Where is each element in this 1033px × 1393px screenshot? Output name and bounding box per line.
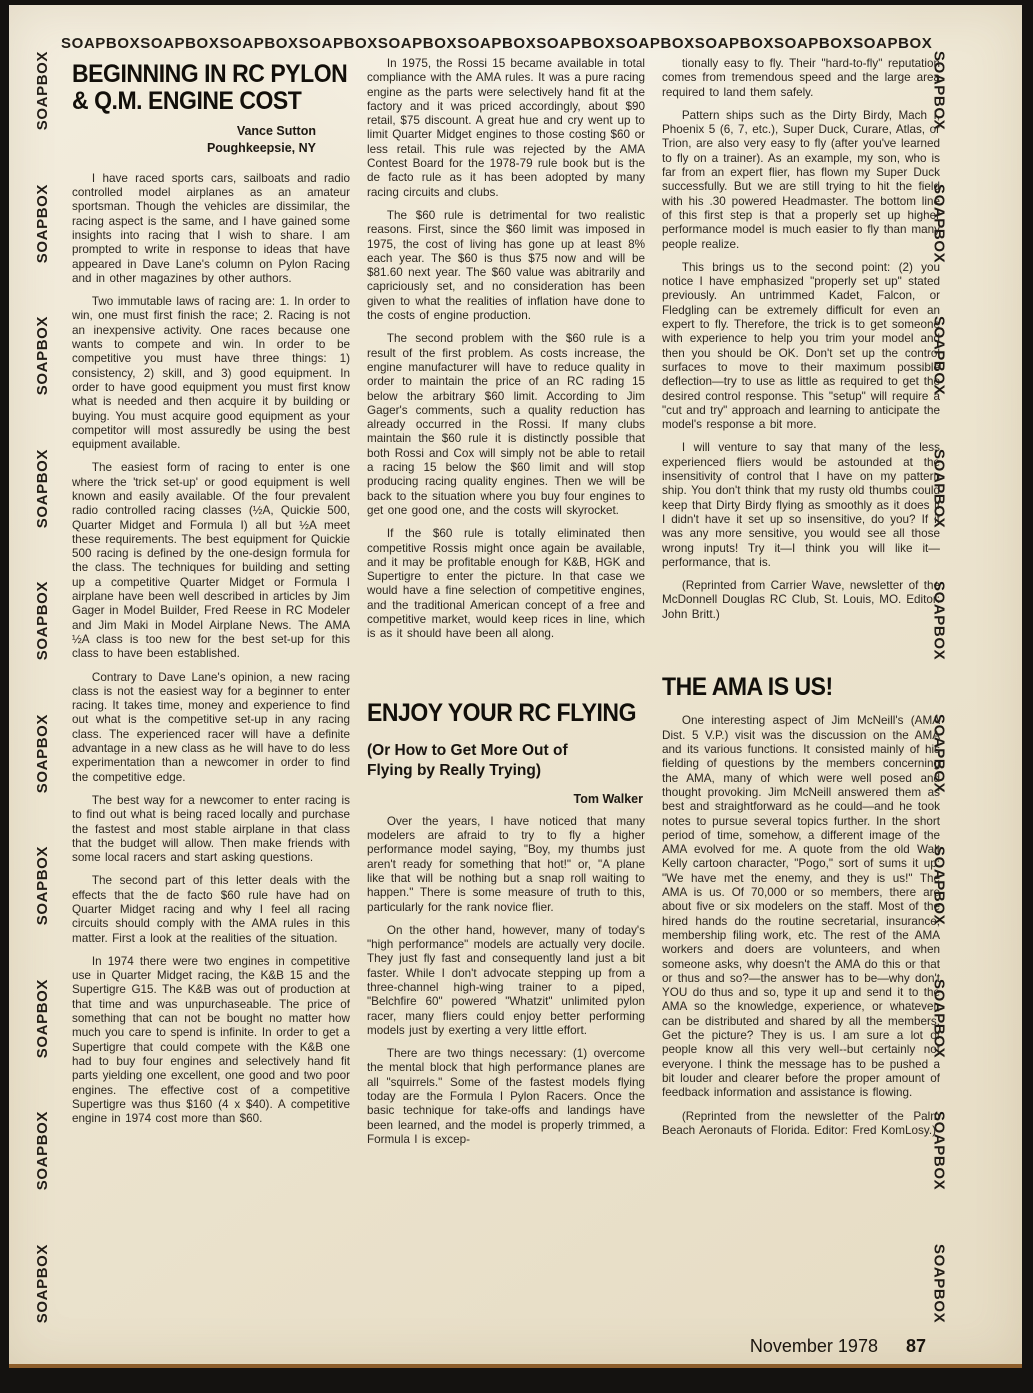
paragraph: Pattern ships such as the Dirty Birdy, Mach I, Phoenix 5 (6, 7, etc.), Super Duck, Curare, Atlas, or Trion, are also very easy to fly (after you've learned to fly on a trainer). As an example, my son, who is far from an expert flier, has flown my Super Duck successfully. But we are still trying to hit the field with his .30 powered Headmaster. The bottom line of this first step is that a properly set up higher performance model is much easier to fly than many people realize.: [662, 108, 940, 251]
soapbox-word: SOAPBOX: [615, 35, 695, 52]
soapbox-word: SOAPBOX: [457, 35, 537, 52]
soapbox-word: SOAPBOX: [853, 35, 933, 52]
paragraph: I will venture to say that many of the less experienced fliers would be astounded at the insensitivity of control that I have on my pattern ship. You don't think that my rusty old thumbs could keep that Dirty Birdy flying as smoothly as it does if I didn't have it set up so insensitive, do you? If it was any more sensitive, you would see all those wrong inputs! Try it—I think you will like it—performance, that is.: [662, 441, 940, 569]
article3-title-text: THE AMA IS US!: [662, 672, 833, 701]
article3-title: [662, 674, 940, 701]
soapbox-word: SOAPBOX: [33, 713, 51, 793]
paragraph: In 1975, the Rossi 15 became available in total compliance with the AMA rules. It was a pure racing engine as the parts were selectively hand fit at the factory and it was priced accordingly, about $90 retail, $75 discount. A great hue and cry went up to limit Quarter Midget engines to those costing $60 or less retail. This rule was rejected by the AMA Contest Board for the 1978-79 rule book but is the de facto rule as it has been adopted by many racing circuits and clubs.: [367, 57, 645, 199]
soapbox-border-left: [31, 51, 53, 1323]
soapbox-word: SOAPBOX: [536, 35, 616, 52]
soapbox-border-top: [61, 35, 933, 52]
soapbox-word: SOAPBOX: [930, 316, 948, 396]
soapbox-word: SOAPBOX: [930, 581, 948, 661]
soapbox-word: SOAPBOX: [930, 183, 948, 263]
paragraph: There are two things necessary: (1) overcome the mental block that high performance planes are all "squirrels." Some of the fastest models flying today are the Formula I Pylon Racers. Once the basic technique for take-offs and landings have been learned, and the model is properly trimmed, a Formula I is excep-: [367, 1047, 645, 1146]
paragraph: I have raced sports cars, sailboats and radio controlled model airplanes as an amateur sportsman. Though the vehicles are dissimilar, the racing aspect is the same, and I have gained some insights into racing that I wish to share. I am prompted to write in response to ideas that have appeared in Dave Lane's column on Pylon Racing and in other magazines by other authors.: [72, 171, 350, 285]
soapbox-word: SOAPBOX: [33, 978, 51, 1058]
paragraph: If the $60 rule is totally eliminated then competitive Rossis might once again be available, and it may be profitable enough for K&B, HGK and Supertigre to enter the picture. In that case we would have a fine selection of competitive engines, and the traditional American concept of a free and competitive market, would keep rices in line, which is as it should have been all along.: [367, 527, 645, 641]
article2-title: [367, 700, 645, 727]
article2-subtitle: [367, 741, 645, 781]
soapbox-word: SOAPBOX: [694, 35, 774, 52]
soapbox-word: SOAPBOX: [140, 35, 220, 52]
paragraph: In 1974 there were two engines in competitive use in Quarter Midget racing, the K&B 15 and the Supertigre G15. The K&B was out of production at that time and was unpurchaseable. The price of something that can not be bought no matter how much you care to spend is infinite. In order to get a Supertigre that could compete with the K&B one had to buy four engines and selectively hand fit parts yielding one excellent, one good and two poor engines. The effective cost of a competitive Supertigre was thus $160 (4 x $40). A competitive engine in 1974 cost more than $60.: [72, 954, 350, 1126]
soapbox-word: SOAPBOX: [930, 713, 948, 793]
column-2: [367, 57, 645, 1305]
article1-byline-location: Poughkeepsie, NY: [206, 140, 316, 155]
paragraph: The best way for a newcomer to enter racing is to find out what is being raced locally and purchase the fastest and most stable airplane in that class that the budget will allow. Then make friends with some local racers and start asking questions.: [72, 793, 350, 865]
soapbox-word: SOAPBOX: [33, 846, 51, 926]
soapbox-word: SOAPBOX: [773, 35, 854, 52]
soapbox-word: SOAPBOX: [930, 51, 948, 131]
soapbox-word: SOAPBOX: [33, 1111, 51, 1191]
soapbox-word: SOAPBOX: [33, 1243, 51, 1323]
page-footer: [750, 1336, 926, 1357]
paragraph: This brings us to the second point: (2) you notice I have emphasized "properly set up" stated previously. An untrimmed Kadet, Falcon, or Fledgling can be extremely difficult for even an expert to fly. Therefore, the trick is to get someone with experience to help you trim your model and then you should be OK. Don't set up the control surfaces to move to their maximum possible deflection—try to use as little as required to get the desired control response. This "setup" will require a "cut and try" approach and learning to anticipate the model's response a bit more.: [662, 260, 940, 432]
column-3: [662, 57, 940, 1305]
soapbox-word: SOAPBOX: [377, 35, 458, 52]
article2-title-text: ENJOY YOUR RC FLYING: [367, 698, 637, 727]
paragraph: The easiest form of racing to enter is one where the 'trick set-up' or good equipment is well known and easily available. Of the four prevalent radio controlled racing classes (½A, Quickie 500, Quarter Midget and Formula I) all but ½A meet these requirements. The best equipment for Quickie 500 racing is defined by the one-design formula for the class. The techniques for building and setting up a competitive Quarter Midget or Formula I airplane have been well described in articles by Jim Gager in Model Builder, Fred Reese in RC Modeler and Jim Maki in Model Airplane News. The AMA ½A class is too new for the best set-up for this class to have been established.: [72, 461, 350, 661]
article1-byline: [72, 123, 350, 157]
page-content: [72, 57, 940, 1305]
article1-byline-name: Vance Sutton: [236, 124, 316, 138]
paragraph: (Reprinted from Carrier Wave, newsletter of the McDonnell Douglas RC Club, St. Louis, MO. Editor: John Britt.): [662, 579, 940, 621]
article2-byline: Tom Walker: [573, 791, 643, 806]
paragraph: One interesting aspect of Jim McNeill's (AMA Dist. 5 V.P.) visit was the discussion on the AMA and its various functions. It consisted mainly of his fielding of questions by the members concerning the AMA, many of which were well posed and thought provoking. Jim McNeill answered them as best and straightforward as he could—and he took notes to pursue several topics further. In the short period of time, somehow, a different image of the AMA evolved for me. A quote from the old Walt Kelly cartoon character, "Pogo," sort of sums it up: "We have met the enemy, and they is us!" The AMA is us. Of 70,000 or so members, there are about five or six modelers on the staff. Most of the hired hands do the routine secretarial, insurance, membership filing work, etc. The rest of the AMA workers and doers are volunteers, and when someone asks, why doesn't the AMA do this or that or thus and so?—the answer has to be—why don't YOU do thus and so, type it up and send it to the AMA so the knowledge, experience, or whatever, can be distributed and shared by all the members. Get the picture? They is us. I am sure a lot of people know all this very well--but certainly not everyone. I think the message has to be pushed a bit louder and clearer before the proper amount of feedback information and assistance is flowing.: [662, 714, 940, 1100]
soapbox-word: SOAPBOX: [219, 35, 299, 52]
article1-title: [72, 61, 350, 114]
soapbox-word: SOAPBOX: [33, 183, 51, 263]
paragraph: The $60 rule is detrimental for two realistic reasons. First, since the $60 limit was imposed in 1975, the cost of living has gone up at least 8% each year. The $60 is thus $75 now and will be $81.60 next year. The $60 value was abitrarily and capriciously set, and no consideration has been given to what the realities of inflation have done to the costs of engine production.: [367, 208, 645, 323]
soapbox-word: SOAPBOX: [33, 316, 51, 396]
soapbox-word: SOAPBOX: [61, 35, 141, 52]
soapbox-word: SOAPBOX: [33, 581, 51, 661]
article2-subtitle-line2: Flying by Really Trying): [367, 761, 541, 779]
soapbox-word: SOAPBOX: [298, 35, 378, 52]
paragraph: tionally easy to fly. Their "hard-to-fly" reputation comes from tremendous speed and the large area required to land them safely.: [662, 57, 940, 99]
column-1: [72, 57, 350, 1305]
soapbox-word: SOAPBOX: [33, 448, 51, 528]
soapbox-word: SOAPBOX: [930, 1243, 948, 1323]
paragraph: Two immutable laws of racing are: 1. In order to win, one must first finish the race; 2. Racing is not an inexpensive activity. One races because one wants to compete and win. In order to be competitive you must have three things: 1) consistency, 2) skill, and 3) good equipment. In order to have good equipment you must first know what is needed and then acquire it by building or buying. You must acquire good equipment as your competitor will most assuredly be using the best equipment available.: [72, 295, 350, 452]
article1-title-line2: & Q.M. ENGINE COST: [72, 86, 302, 115]
article2-subtitle-line1: (Or How to Get More Out of: [367, 742, 568, 760]
magazine-page: [9, 5, 1022, 1368]
page-number: 87: [905, 1336, 926, 1356]
paragraph: (Reprinted from the newsletter of the Palm Beach Aeronauts of Florida. Editor: Fred KomLosy.): [662, 1109, 940, 1137]
soapbox-word: SOAPBOX: [930, 1111, 948, 1191]
soapbox-word: SOAPBOX: [930, 978, 948, 1058]
paragraph: On the other hand, however, many of today's "high performance" models are actually very docile. They just fly fast and consequently land just a bit faster. While I don't advocate stepping up from a three-channel high-wing trainer to a piped, "Belchfire 60" powered "Whatzit" unlimited pylon racer, many fliers could enjoy better performing models just by exerting a very little effort.: [367, 923, 645, 1037]
soapbox-word: SOAPBOX: [930, 448, 948, 528]
paragraph: Contrary to Dave Lane's opinion, a new racing class is not the easiest way for a beginner to enter racing. It takes time, money and experience to find out what is the competitive set-up in any racing class. The experienced racer will have a definite advantage in a new class as he will have to do less experimentation than a newcomer in order to find the competitive edge.: [72, 670, 350, 784]
article1-title-line1: BEGINNING IN RC PYLON: [72, 60, 348, 88]
soapbox-word: SOAPBOX: [33, 51, 51, 131]
paragraph: The second part of this letter deals with the effects that the de facto $60 rule have had on Quarter Midget racing and why I feel all racing circuits should comply with the AMA rules in this matter. First a look at the realities of the situation.: [72, 874, 350, 945]
footer-date: November 1978: [749, 1336, 878, 1356]
paragraph: Over the years, I have noticed that many modelers are afraid to try to fly a higher performance model saying, "Boy, my thumbs just aren't ready for something that hot!" or, "A plane like that will be nothing but a snap roll waiting to happen." There is some measure of truth to this, particularly for the rank novice flier.: [367, 814, 645, 914]
soapbox-word: SOAPBOX: [930, 846, 948, 926]
paragraph: The second problem with the $60 rule is a result of the first problem. As costs increase, the engine manufacturer will have to reduce quality in order to maintain the price of an RC rading 15 below the arbitrary $60 limit. According to Jim Gager's comments, such a quality reduction has already occurred in the Rossi. If many clubs maintain the $60 rule it is distinctly possible that both Rossi and Cox will simply not be able to retail a racing 15 below the $60 limit and will stop producing racing quality engines. Then we will be back to the situation where you buy four engines to get one good one, and the costs will skyrocket.: [367, 332, 645, 517]
